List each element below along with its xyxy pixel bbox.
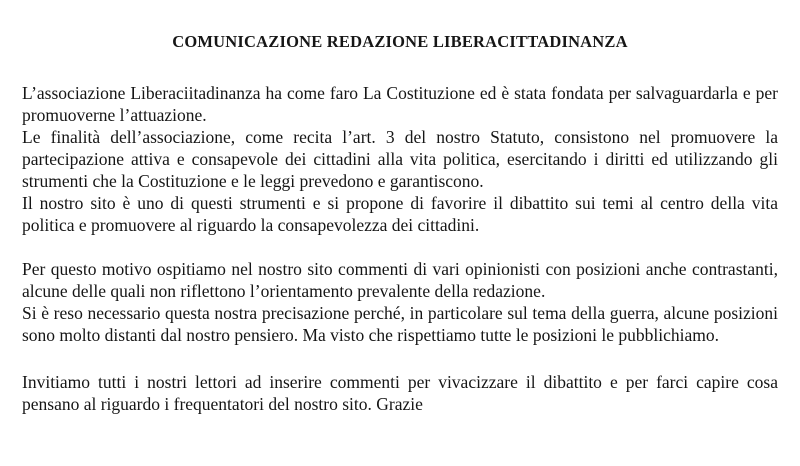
paragraph: Il nostro sito è uno di questi strumenti e si propone di favorire il dibattito sui temi al centro della vita politica e promuovere al riguardo la consapevolezza dei cittadini. — [22, 193, 778, 235]
paragraph-block — [22, 258, 778, 346]
paragraph: Per questo motivo ospitiamo nel nostro sito commenti di vari opinionisti con posizioni anche contrastanti, alcune delle quali non riflettono l’orientamento prevalente della redazione. — [22, 259, 778, 301]
document-title: COMUNICAZIONE REDAZIONE LIBERACITTADINANZA — [172, 32, 628, 51]
paragraph-block — [22, 371, 778, 415]
paragraph: Si è reso necessario questa nostra precisazione perché, in particolare sul tema della guerra, alcune posizioni sono molto distanti dal nostro pensiero. Ma visto che rispettiamo tutte le posizioni le pubblichiamo. — [22, 303, 778, 345]
paragraph: Invitiamo tutti i nostri lettori ad inserire commenti per vivacizzare il dibattito e per farci capire cosa pensano al riguardo i frequentatori del nostro sito. Grazie — [22, 372, 778, 414]
paragraph: L’associazione Liberaciitadinanza ha come faro La Costituzione ed è stata fondata per salvaguardarla e per promuoverne l’attuazione. — [22, 83, 778, 125]
paragraph: Le finalità dell’associazione, come recita l’art. 3 del nostro Statuto, consistono nel promuovere la partecipazione attiva e consapevole dei cittadini alla vita politica, esercitando i diritti ed utilizzando gli strumenti che la Costituzione e le leggi prevedono e garantiscono. — [22, 127, 778, 191]
paragraph-block — [22, 82, 778, 236]
